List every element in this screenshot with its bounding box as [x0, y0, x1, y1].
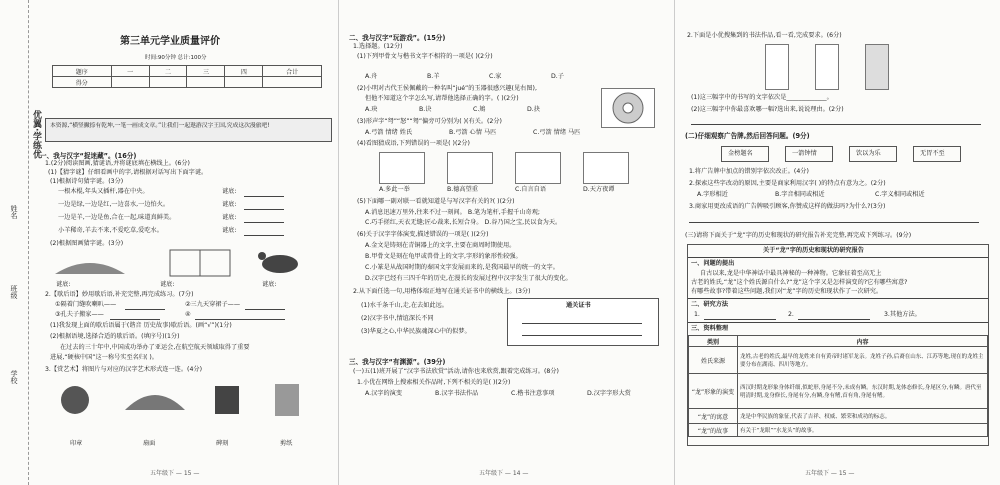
s3q1-opt-c[interactable]: C.楷书注意事项	[511, 390, 555, 397]
person-icon	[258, 252, 266, 260]
mountain-icon	[55, 263, 125, 274]
riddle-3: 一边是羊,一边是鱼,合在一起,味道真鲜美。	[58, 214, 176, 221]
p3-q2: 2.下面是小优搜集到的书法作品,看一看,完成要求。(6分)	[687, 32, 842, 39]
report-text-2: 古老的姓氏,“龙”这个姓氏源自什么?“龙”这个字又是怎样演变的?它有哪些寓意?	[691, 279, 908, 286]
a2-opt-c[interactable]: C.字义相同或相近	[875, 191, 925, 198]
art-label-1: 印章	[70, 440, 83, 447]
table-cell-key: “龙”的故事	[689, 424, 738, 437]
idiom-img-b	[447, 152, 493, 184]
p3-q2b: (2)这三幅字中你最喜欢哪一幅?选出来,说说理由。(2分)	[691, 106, 844, 113]
intro-banner	[45, 118, 332, 142]
report-section-2: 二、研究方法	[691, 301, 729, 308]
q1d-opt-c[interactable]: C.自言自语	[515, 186, 547, 193]
riddle-2: 一边是绿,一边是红,一边喜水,一边怕火。	[58, 201, 170, 208]
art-label-2: 扇面	[143, 440, 156, 447]
page-footer: 五年级下 — 14 —	[479, 470, 529, 477]
report-section-3: 三、资料整理	[691, 325, 729, 332]
jade-image	[601, 88, 655, 128]
section-3-heading: 三、我与汉字“有渊源”。(39分)	[349, 358, 446, 366]
ad-board-4	[913, 146, 961, 162]
table-cell-key: “龙”形象的演变	[689, 374, 738, 409]
answer-line[interactable]	[244, 209, 284, 210]
q1b-opt-c[interactable]: C.鴂	[473, 106, 486, 113]
answer-line[interactable]	[244, 196, 284, 197]
research-report	[687, 244, 989, 446]
score-header-cell: 合计	[263, 66, 322, 77]
p2-q1a: (1)下列甲骨文与楷书文字不相符的一项是( )(2分)	[357, 53, 493, 60]
data-table	[688, 335, 988, 437]
p2-q1e: (5)下面哪一副对联一看就知道是与写汉字有关的?( )(2分)	[357, 198, 515, 205]
xiehouyu-4: ④	[185, 311, 191, 318]
answer-line[interactable]	[110, 319, 160, 320]
certificate-title: 通关证书	[566, 302, 591, 309]
p2-s3q1: 1.小优在网络上搜索相关作品时,下列不相关的是( )(2分)	[357, 379, 511, 386]
q1f-opt-a[interactable]: A.金文是铸刻在青铜器上的文字,主要在商周时期使用。	[365, 242, 516, 249]
side-school-label: 学校	[10, 370, 18, 384]
papercut-icon	[61, 386, 89, 414]
table-row	[689, 374, 988, 409]
riddle-4-answer: 谜底:	[222, 227, 237, 234]
q1a1-text: (1)根据诗句猜字谜。(3分)	[50, 178, 124, 185]
q1f-opt-c[interactable]: C.小篆是从战国时期的秦国文字发展而来的,是我国最早的统一的文字。	[365, 264, 559, 271]
certificate-line[interactable]	[522, 335, 642, 336]
img-answer-3: 谜底:	[262, 281, 277, 288]
q2d-text: 进展,“硬核中国”这一称号实至名归( )。	[50, 354, 158, 361]
q1a-opt-c[interactable]: C.家	[489, 73, 502, 80]
report-section-1: 一、问题的提出	[691, 260, 735, 267]
q1d-opt-a[interactable]: A.多此一举	[379, 186, 410, 193]
side-name-label: 姓名	[10, 205, 18, 219]
p2-q1: 1.选择题。(12分)	[353, 43, 403, 50]
img-answer-1: 谜底:	[56, 281, 71, 288]
q1e-opt-cd[interactable]: C.巧手搓红,天衣无缝;匠心裁来,长短合身。 D.谷乃国之宝,民以食为天。	[365, 219, 562, 226]
table-header-category: 类别	[689, 336, 738, 347]
table-header-content: 内容	[738, 336, 988, 347]
q2a-text: (1)我发现上面的歇后语属于(谐音 历史故事)歇后语。(画“√”)(1分)	[50, 322, 232, 329]
divider	[688, 257, 988, 258]
answer-line[interactable]	[244, 222, 284, 223]
riddle-2-answer: 谜底:	[222, 201, 237, 208]
table-cell-value: 龙姓,古老的姓氏,最早的龙姓来自有黄帝时诸军龙亲。龙姓子孙,后裔在山东、江苏等地,现在的龙姓主要分布在湖南、四川等地方。	[738, 347, 988, 374]
answer-line[interactable]	[195, 319, 285, 320]
answer-line[interactable]	[245, 309, 285, 310]
intro-text: 本资源,“横竖撇捺有乾坤,一笔一画成文章。”让我们一起遨游汉字王国,究成这次漫旅吧!	[50, 123, 270, 129]
riddle-images	[50, 248, 330, 280]
art-label-3: 碑刻	[216, 440, 229, 447]
ad-board-3	[849, 146, 897, 162]
table-cell-value: 有关于“龙眼”“水龙头”的故事。	[738, 424, 988, 437]
section-1-heading: 一、我与汉字“捉迷藏”。(16分)	[40, 152, 137, 160]
s3q1-opt-d[interactable]: D.汉字字形大赏	[587, 390, 631, 397]
a2-opt-a[interactable]: A.字形相近	[697, 191, 728, 198]
page-footer: 五年级下 — 15 —	[150, 470, 200, 477]
fan-icon	[125, 395, 185, 410]
idiom-img-c	[515, 152, 561, 184]
cow-icon	[262, 255, 298, 273]
exam-meta: 时间:90分钟 总计:100分	[145, 55, 207, 61]
method-2: 2.	[788, 311, 794, 318]
calligraphy-2	[815, 44, 839, 90]
score-row-label: 得分	[53, 77, 112, 88]
table-row	[689, 424, 988, 437]
score-header-cell: 四	[225, 66, 263, 77]
p2-q1b2: 但他不知道这个字怎么写,请帮他选择正确的字。( )(2分)	[365, 95, 519, 102]
table-cell-value: 龙是中华民族的象征,代表了吉祥、权威、繁荣和成功的标志。	[738, 409, 988, 424]
q2-opt-2: (2)汉字书中,情谊深长不同	[361, 315, 434, 322]
score-table	[52, 65, 322, 88]
q1e-opt-ab[interactable]: A.消息迅速万里外,往来不过一刻间。 B.笔为笔杆,手握千山奇观;	[365, 209, 540, 216]
p2-q2: 2.从下面任选一句,用楷体端正地写在通关证书中的横线上。(3分)	[353, 288, 531, 295]
s3q1-opt-b[interactable]: B.汉字书法作品	[435, 390, 479, 397]
p3-section-3: (三)请将下面关于“龙”字的历史和现状的研究报告补充完整,再完成下列练习。(9分)	[685, 232, 912, 239]
ad-text-4: 无胃不至	[920, 150, 945, 157]
answer-line[interactable]	[691, 124, 981, 125]
calligraphy-1	[765, 44, 789, 90]
p2-q1c: (3)形声字“弩”“怒”“驽”偏旁可分别为( )(有关。(2分)	[357, 118, 502, 125]
score-cell[interactable]	[225, 77, 263, 88]
p3-a1: 1.将广告牌中加点的错别字依次改正。(4分)	[689, 168, 809, 175]
answer-line[interactable]	[244, 235, 284, 236]
riddle-1: 一根木棍,年头又插杆,器在中央。	[58, 188, 149, 195]
idiom-img-d	[583, 152, 629, 184]
score-cell[interactable]	[111, 77, 149, 88]
answer-line[interactable]	[798, 319, 870, 320]
p3-a2: 2.探索这些字改动的原因,主要是商家利用汉字( )的特点有意为之。(2分)	[689, 180, 886, 187]
img-answer-2: 谜底:	[160, 281, 175, 288]
q1f-opt-b[interactable]: B.甲骨文是刻在龟甲或兽骨上的文字,字形的象形性较强。	[365, 253, 522, 260]
q1a-text: (1)【猜字谜】仔细看画中的字,请根据对话写出下面字谜。	[48, 169, 208, 176]
p3-section-2: (二)仔细观察广告牌,然后回答问题。(9分)	[685, 132, 810, 140]
table-cell-key: 姓氏来源	[689, 347, 738, 374]
riddle-3-answer: 谜底:	[222, 214, 237, 221]
xiehouyu-3: ③孔夫子搬家——	[55, 311, 104, 318]
riddle-4: 小羊稀奇,羊去不来,不爱吃草,爱吃水。	[58, 227, 163, 234]
xiehouyu-1: ①隔着门缝吹喇叭——	[55, 301, 117, 308]
answer-line[interactable]	[689, 222, 979, 223]
q1b-opt-b[interactable]: B.诀	[419, 106, 432, 113]
report-text-1: 自古以来,龙是中华神话中最具神秘的一种神物。它象征着至高无上	[700, 270, 882, 277]
divider	[688, 298, 988, 299]
q1d-opt-b[interactable]: B.德高望重	[447, 186, 478, 193]
q1b-opt-d[interactable]: D.抉	[527, 106, 540, 113]
q2-opt-1: (1)水千条千山,走,在去如此远。	[361, 302, 448, 309]
q2-text: 2.【歇后语】妙用歇后语,补充完整,再完成练习。(7分)	[45, 291, 194, 298]
table-cell-value: 西汉时期龙形象身体纤细,似蛇形,身尾不分,未成有鳞。东汉时期,龙体态修长,身尾区分,有鳞。唐代至明清时期,龙身修长,身尾有分,有鳞,身有鳍,首有角,身尾有鳍。	[738, 374, 988, 409]
p3-a3: 3.商家用更改成语的广告牌吸引顾客,你赞成这样的做法吗?为什么?(3分)	[689, 203, 886, 210]
report-title: 关于“龙”字的历史和现状的研究报告	[763, 247, 864, 254]
score-header-cell: 题序	[53, 66, 112, 77]
q1f-opt-d[interactable]: D.汉字已经有三四千年的历史,在漫长的发展过程中汉字发生了很大的变化。	[365, 275, 572, 282]
method-1: 1.	[694, 311, 700, 318]
answer-line[interactable]	[125, 309, 165, 310]
xiehouyu-2: ②三九天穿裙子——	[185, 301, 241, 308]
q3-text: 3.【赏艺术】将图片与对应的汉字艺术形式连一连。(4分)	[45, 366, 202, 373]
side-class-label: 班级	[10, 285, 18, 299]
p3-q2a: (1)这三幅字中的书写的文字依次是_____________。	[691, 94, 833, 101]
binding-line	[28, 0, 29, 485]
ad-text-3: 饮以为乐	[856, 150, 881, 157]
page-footer: 五年级下 — 15 —	[805, 470, 855, 477]
table-row	[689, 409, 988, 424]
q1a-opt-a[interactable]: A.舟	[365, 73, 378, 80]
q1d-opt-d[interactable]: D.天方夜谭	[583, 186, 615, 193]
p2-q1d: (4)看图猜成语,下列错误的一项是( )(2分)	[357, 140, 470, 147]
q1-text: 1.(2分)阅读图画,猜谜语,并将谜底填在横线上。(6分)	[45, 160, 190, 167]
page-right	[674, 0, 1000, 485]
table-cell-key: “龙”的寓意	[689, 409, 738, 424]
q2b-text: (2)根据语境,选择合适的歇后语。(填序号)(1分)	[50, 333, 180, 340]
q1b-opt-a[interactable]: A.玦	[365, 106, 378, 113]
section-2-heading: 二、我与汉字“玩游戏”。(15分)	[349, 34, 446, 42]
ad-text-2: 一箭钟情	[792, 150, 817, 157]
ad-board-1	[721, 146, 769, 162]
divider	[688, 322, 988, 323]
score-cell[interactable]	[263, 77, 322, 88]
q1c-opt-c[interactable]: C.弓箭 情绪 马匹	[533, 129, 581, 136]
stele-icon	[275, 384, 299, 416]
score-cell[interactable]	[187, 77, 225, 88]
ad-board-2	[785, 146, 833, 162]
score-header-cell: 二	[149, 66, 187, 77]
ad-text-1: 金榜题名	[728, 150, 753, 157]
p2-q1f: (6)关于汉字字体演变,描述错误的一项是( )(2分)	[357, 231, 489, 238]
answer-line[interactable]	[704, 319, 776, 320]
p2-s3a: (一)五(1)班开展了“汉字书法欣赏”活动,请你也来欣赏,跟着完成练习。(8分)	[353, 368, 559, 375]
page-middle	[338, 0, 675, 485]
q1c-opt-b[interactable]: B.弓箭 心情 马匹	[449, 129, 497, 136]
q1c-opt-a[interactable]: A.弓箭 情绪 姓氏	[365, 129, 413, 136]
seal-icon	[215, 386, 239, 414]
certificate-line[interactable]	[522, 323, 642, 324]
score-header-cell: 一	[111, 66, 149, 77]
p2-q1b: (2)小明对古代王侯佩戴的一种名叫“jué”的玉器很感兴趣(见右图),	[357, 85, 537, 92]
q1a-opt-d[interactable]: D.子	[551, 73, 564, 80]
q1a-opt-b[interactable]: B.羊	[427, 73, 440, 80]
art-label-4: 剪纸	[280, 440, 293, 447]
q1a2-text: (2)根据图画猜字谜。(3分)	[50, 240, 124, 247]
table-row	[689, 347, 988, 374]
method-3: 3.其他方法。	[884, 311, 921, 318]
score-cell[interactable]	[149, 77, 187, 88]
certificate-box	[507, 298, 659, 346]
calligraphy-3	[865, 44, 889, 90]
q2c-text: 在过去的三十年中,中国成功举办了亚运会,在航空航天领域取得了重要	[60, 344, 250, 351]
brand-logo: 优翼·学练优	[31, 110, 41, 159]
s3q1-opt-a[interactable]: A.汉字的演变	[365, 390, 403, 397]
art-images	[55, 380, 315, 420]
idiom-img-a	[379, 152, 425, 184]
a2-opt-b[interactable]: B.字音相同或相近	[775, 191, 825, 198]
page-left	[0, 0, 338, 485]
q2-opt-3: (3)华夏之心,中华民族魂深心中的似梦。	[361, 328, 471, 335]
page-title: 第三单元学业质量评价	[120, 36, 220, 47]
score-header-cell: 三	[187, 66, 225, 77]
report-text-3: 有哪些故事?带着这些问题,我们对“龙”字的历史和现状作了一次研究。	[691, 288, 883, 295]
riddle-1-answer: 谜底:	[222, 188, 237, 195]
